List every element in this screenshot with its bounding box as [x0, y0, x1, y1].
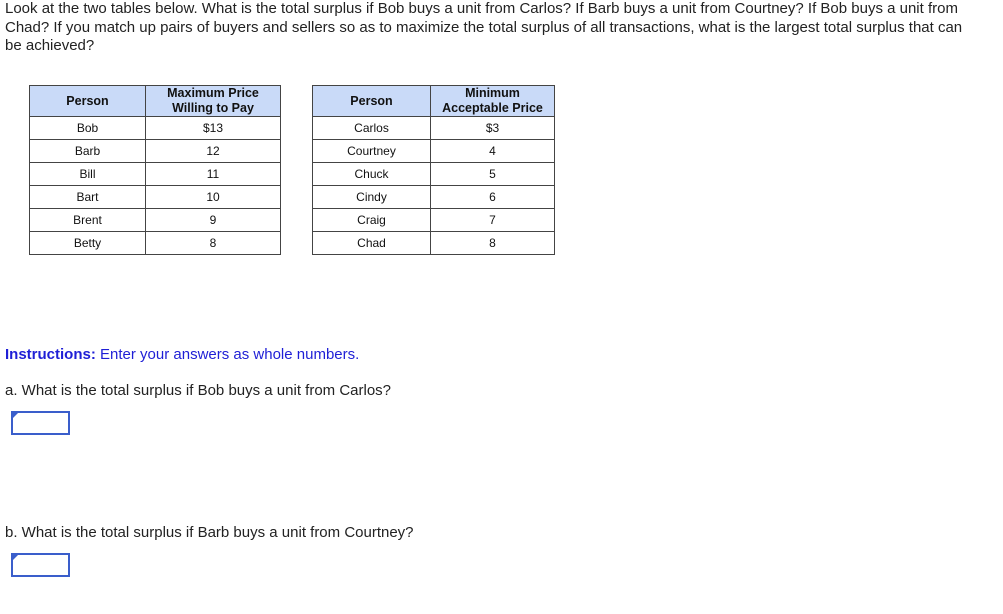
answer-a-container	[11, 411, 70, 435]
table-row	[30, 232, 281, 255]
buyer-max-price: 10	[146, 186, 281, 209]
seller-name: Chad	[313, 232, 431, 255]
sellers-header-person: Person	[313, 86, 431, 117]
instructions-text: Enter your answers as whole numbers.	[95, 346, 360, 363]
buyer-name: Barb	[30, 140, 146, 163]
table-row	[30, 117, 281, 140]
seller-min-price: 5	[431, 163, 555, 186]
buyer-name: Brent	[30, 209, 146, 232]
buyer-name: Bill	[30, 163, 146, 186]
question-b-text: b. What is the total surplus if Barb buys a unit from Courtney?	[5, 524, 414, 541]
table-row	[30, 209, 281, 232]
seller-min-price: 4	[431, 140, 555, 163]
question-a-text: a. What is the total surplus if Bob buys a unit from Carlos?	[5, 382, 392, 399]
buyer-name: Bob	[30, 117, 146, 140]
seller-name: Craig	[313, 209, 431, 232]
instructions-label: Instructions:	[5, 346, 96, 363]
table-row	[313, 140, 555, 163]
table-row	[313, 117, 555, 140]
buyers-header-person: Person	[30, 86, 146, 117]
seller-min-price: $3	[431, 117, 555, 140]
seller-name: Chuck	[313, 163, 431, 186]
seller-min-price: 8	[431, 232, 555, 255]
table-row	[30, 163, 281, 186]
buyer-max-price: 9	[146, 209, 281, 232]
buyer-max-price: $13	[146, 117, 281, 140]
table-row	[313, 232, 555, 255]
sellers-header-min-price: Minimum Acceptable Price	[431, 86, 555, 117]
buyers-header-max-price: Maximum Price Willing to Pay	[146, 86, 281, 117]
answer-b-container	[11, 553, 70, 577]
seller-name: Carlos	[313, 117, 431, 140]
table-row	[313, 163, 555, 186]
table-row	[313, 186, 555, 209]
buyer-max-price: 11	[146, 163, 281, 186]
table-header-row	[30, 86, 281, 117]
seller-min-price: 6	[431, 186, 555, 209]
buyers-table	[29, 85, 281, 255]
question-text: Look at the two tables below. What is the total surplus if Bob buys a unit from Carlos? If Barb buys a unit from Courtney? If Bob buys a unit from Chad? If you match up pairs of buyers and sellers so as to maximize the total surplus of all transactions, what is the largest total surplus that can be achieved?	[5, 0, 963, 54]
table-row	[30, 140, 281, 163]
buyer-name: Betty	[30, 232, 146, 255]
buyer-max-price: 12	[146, 140, 281, 163]
table-row	[313, 209, 555, 232]
answer-b-input[interactable]	[11, 553, 70, 577]
buyer-name: Bart	[30, 186, 146, 209]
answer-a-input[interactable]	[11, 411, 70, 435]
buyer-max-price: 8	[146, 232, 281, 255]
table-header-row	[313, 86, 555, 117]
instructions	[5, 346, 359, 363]
seller-min-price: 7	[431, 209, 555, 232]
seller-name: Courtney	[313, 140, 431, 163]
table-row	[30, 186, 281, 209]
seller-name: Cindy	[313, 186, 431, 209]
sellers-table	[312, 85, 555, 255]
